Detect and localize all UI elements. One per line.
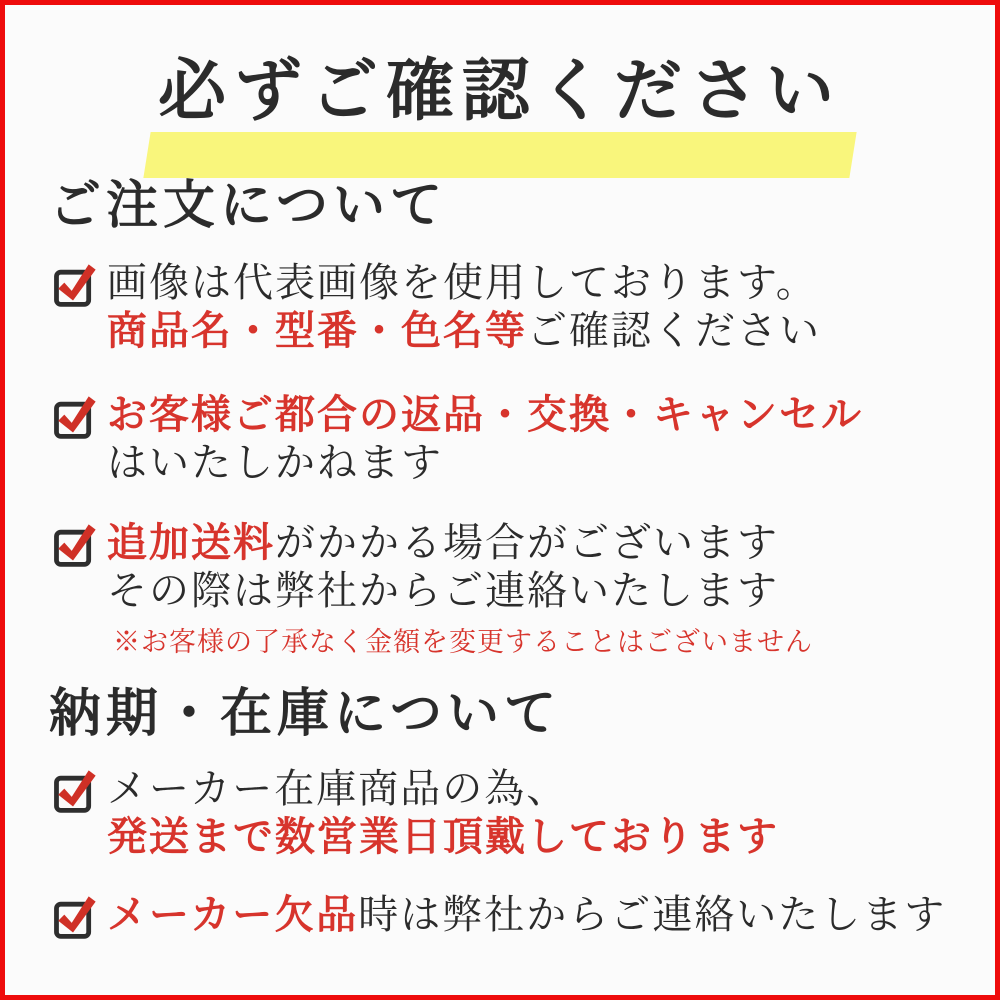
text-segment-red: 発送まで数営業日頂戴しております — [107, 814, 779, 860]
text-segment: 画像は代表画像を使用しております。 — [107, 260, 818, 306]
checked-checkbox-icon — [53, 392, 100, 439]
section-heading-stock: 納期・在庫について — [49, 686, 561, 744]
text-line — [107, 519, 813, 567]
list-item-text — [107, 519, 813, 659]
text-line — [107, 439, 863, 487]
list-item-text — [107, 765, 779, 861]
text-line — [107, 391, 863, 439]
list-item-representative-image — [53, 259, 965, 355]
checked-checkbox-icon — [53, 520, 100, 567]
list-item-extra-shipping — [53, 519, 965, 659]
checked-checkbox-icon — [53, 766, 100, 813]
text-segment: メーカー在庫商品の為、 — [107, 766, 569, 812]
text-segment: はいたしかねます — [107, 440, 443, 486]
price-change-note: ※お客様の了承なく金額を変更することはございません — [113, 627, 813, 658]
text-segment: ご確認ください — [527, 308, 821, 354]
text-segment-red: 商品名・型番・色名等 — [107, 308, 527, 354]
text-segment-red: 追加送料 — [107, 520, 275, 566]
title-block — [5, 47, 995, 135]
list-item-no-returns — [53, 391, 965, 487]
section-heading-ordering: ご注文について — [49, 178, 447, 236]
text-segment: その際は弊社からご連絡いたします — [107, 568, 779, 614]
text-segment: 時は弊社からご連絡いたします — [358, 892, 947, 938]
text-line — [107, 813, 779, 861]
list-item-text — [107, 259, 821, 355]
text-segment: がかかる場合がございます — [275, 520, 779, 566]
text-line — [107, 307, 821, 355]
text-line — [107, 567, 813, 615]
text-segment-red: メーカー欠品 — [107, 892, 359, 938]
list-item-text — [107, 891, 946, 939]
list-item-maker-stock — [53, 765, 965, 861]
text-line — [107, 259, 821, 307]
list-item-maker-shortage — [53, 891, 965, 939]
title-highlight — [143, 132, 856, 178]
text-segment-red: お客様ご都合の返品・交換・キャンセル — [107, 392, 863, 438]
text-line — [107, 765, 779, 813]
checked-checkbox-icon — [53, 892, 100, 939]
page-title: 必ずご確認ください — [157, 53, 842, 129]
list-item-text — [107, 391, 863, 487]
text-line — [107, 891, 946, 939]
checked-checkbox-icon — [53, 260, 100, 307]
